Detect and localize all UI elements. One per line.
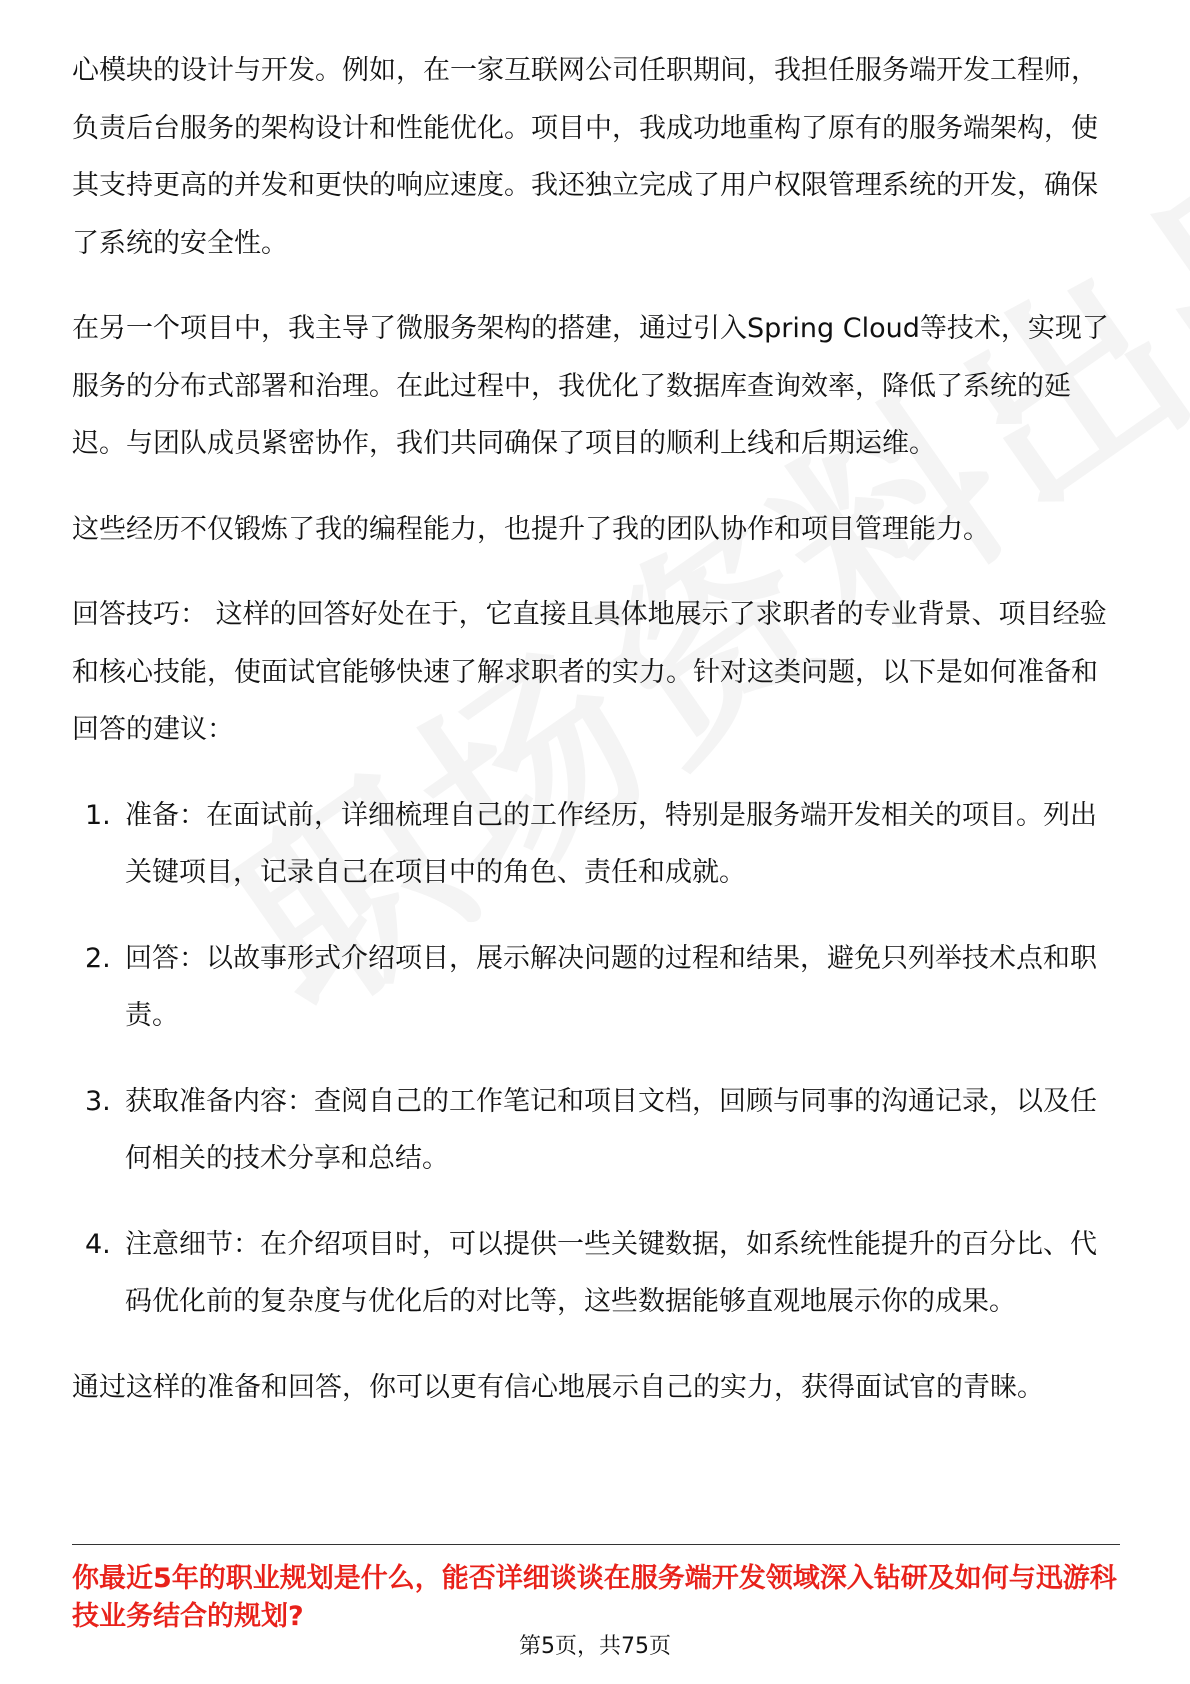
list-item <box>72 1216 1120 1331</box>
paragraph-1: 心模块的设计与开发。例如，在一家互联网公司任职期间，我担任服务端开发工程师，负责后台服务的架构设计和性能优化。项目中，我成功地重构了原有的服务端架构，使其支持更高的并发和更快的响应速度。我还独立完成了用户权限管理系统的开发，确保了系统的安全性。 <box>72 55 1098 259</box>
list-item-number: 3. <box>85 1085 111 1117</box>
list-item-text: 获取准备内容：查阅自己的工作笔记和项目文档，回顾与同事的沟通记录，以及任何相关的技术分享和总结。 <box>125 1085 1097 1174</box>
list-item <box>72 930 1120 1045</box>
closing-paragraph: 通过这样的准备和回答，你可以更有信心地展示自己的实力，获得面试官的青睐。 <box>72 1371 1044 1403</box>
list-item-text: 回答：以故事形式介绍项目，展示解决问题的过程和结果，避免只列举技术点和职责。 <box>125 942 1097 1031</box>
tips-list <box>72 787 1120 1331</box>
next-question-heading: 你最近5年的职业规划是什么，能否详细谈谈在服务端开发领域深入钻研及如何与迅游科技业务结合的规划? <box>72 1563 1117 1632</box>
list-item-text: 注意细节：在介绍项目时，可以提供一些关键数据，如系统性能提升的百分比、代码优化前的复杂度与优化后的对比等，这些数据能够直观地展示你的成果。 <box>125 1228 1097 1317</box>
answer-tips-paragraph: 回答技巧： 这样的回答好处在于，它直接且具体地展示了求职者的专业背景、项目经验和核心技能，使面试官能够快速了解求职者的实力。针对这类问题，以下是如何准备和回答的建议： <box>72 599 1107 745</box>
document-body <box>72 42 1120 1444</box>
list-item-text: 准备：在面试前，详细梳理自己的工作经历，特别是服务端开发相关的项目。列出关键项目，记录自己在项目中的角色、责任和成就。 <box>125 799 1097 888</box>
page-number-footer: 第5页，共75页 <box>519 1634 671 1659</box>
section-divider <box>72 1544 1120 1545</box>
paragraph-2: 在另一个项目中，我主导了微服务架构的搭建，通过引入Spring Cloud等技术，实现了服务的分布式部署和治理。在此过程中，我优化了数据库查询效率，降低了系统的延迟。与团队成员紧密协作，我们共同确保了项目的顺利上线和后期运维。 <box>72 313 1109 459</box>
list-item <box>72 1073 1120 1188</box>
paragraph-3: 这些经历不仅锻炼了我的编程能力，也提升了我的团队协作和项目管理能力。 <box>72 513 990 545</box>
list-item <box>72 787 1120 902</box>
list-item-number: 1. <box>85 799 111 831</box>
list-item-number: 4. <box>85 1228 111 1260</box>
list-item-number: 2. <box>85 942 111 974</box>
